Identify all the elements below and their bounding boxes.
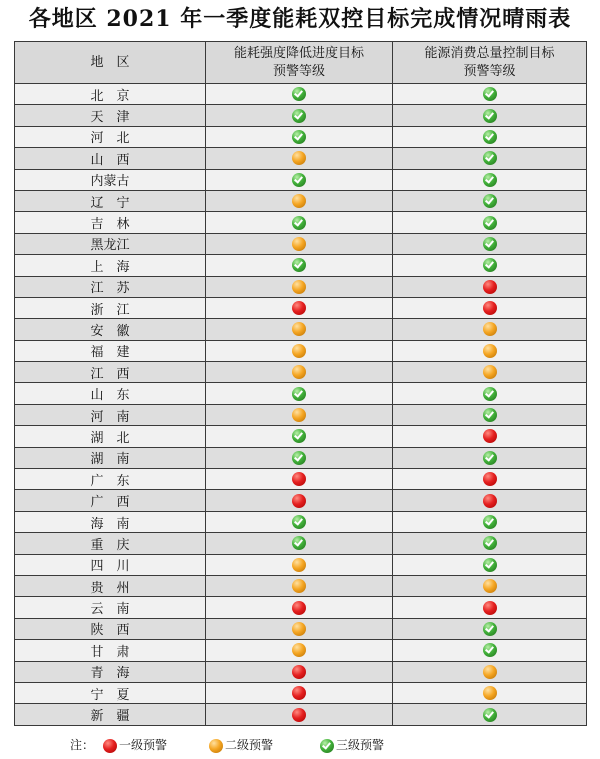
table-row <box>15 597 587 618</box>
green-check-icon <box>292 173 306 187</box>
table-row <box>15 575 587 596</box>
table-row <box>15 297 587 318</box>
region-cell: 山 西 <box>15 148 206 169</box>
region-cell: 福 建 <box>15 340 206 361</box>
orange-warning-icon <box>292 237 306 251</box>
total-level-cell <box>393 276 587 297</box>
intensity-level-cell <box>206 575 393 596</box>
green-check-icon <box>483 387 497 401</box>
red-warning-icon <box>292 665 306 679</box>
table-row <box>15 362 587 383</box>
total-level-cell <box>393 704 587 725</box>
region-cell: 广 西 <box>15 490 206 511</box>
intensity-header-line1: 能耗强度降低进度目标 <box>233 45 364 61</box>
orange-warning-icon <box>483 322 497 336</box>
total-level-cell <box>393 426 587 447</box>
orange-warning-icon <box>483 344 497 358</box>
region-header-label: 地 区 <box>90 54 130 70</box>
total-level-cell <box>393 169 587 190</box>
red-warning-icon <box>483 601 497 615</box>
green-check-icon <box>292 130 306 144</box>
table-row <box>15 212 587 233</box>
legend-green <box>320 736 384 754</box>
orange-warning-icon <box>292 194 306 208</box>
total-level-cell <box>393 618 587 639</box>
total-header-line1: 能源消费总量控制目标 <box>424 45 555 61</box>
red-warning-icon <box>292 494 306 508</box>
green-check-icon <box>292 387 306 401</box>
intensity-level-cell <box>206 276 393 297</box>
green-check-icon <box>483 515 497 529</box>
red-warning-icon <box>483 472 497 486</box>
region-cell: 贵 州 <box>15 575 206 596</box>
region-cell: 宁 夏 <box>15 682 206 703</box>
intensity-level-cell <box>206 319 393 340</box>
intensity-level-cell <box>206 490 393 511</box>
legend-orange <box>209 736 273 754</box>
region-cell: 重 庆 <box>15 533 206 554</box>
total-level-cell <box>393 319 587 340</box>
region-cell: 广 东 <box>15 469 206 490</box>
total-level-cell <box>393 383 587 404</box>
table-row <box>15 340 587 361</box>
intensity-level-cell <box>206 554 393 575</box>
red-warning-icon <box>292 601 306 615</box>
green-check-icon <box>483 173 497 187</box>
total-level-cell <box>393 575 587 596</box>
green-check-icon <box>292 515 306 529</box>
table-row <box>15 533 587 554</box>
intensity-level-cell <box>206 597 393 618</box>
intensity-level-cell <box>206 383 393 404</box>
intensity-level-cell <box>206 533 393 554</box>
table-row <box>15 447 587 468</box>
region-cell: 辽 宁 <box>15 190 206 211</box>
total-level-cell <box>393 511 587 532</box>
red-warning-icon <box>292 686 306 700</box>
region-cell: 湖 北 <box>15 426 206 447</box>
total-level-cell <box>393 597 587 618</box>
total-level-cell <box>393 490 587 511</box>
total-level-cell <box>393 682 587 703</box>
green-check-icon <box>483 216 497 230</box>
green-check-icon <box>320 739 334 753</box>
table-row <box>15 618 587 639</box>
total-level-cell <box>393 362 587 383</box>
green-check-icon <box>483 622 497 636</box>
region-cell: 浙 江 <box>15 297 206 318</box>
region-cell: 新 疆 <box>15 704 206 725</box>
table-row <box>15 190 587 211</box>
region-header <box>15 42 206 84</box>
table-row <box>15 661 587 682</box>
green-check-icon <box>483 536 497 550</box>
red-warning-icon <box>103 739 117 753</box>
intensity-level-cell <box>206 105 393 126</box>
table-row <box>15 383 587 404</box>
orange-warning-icon <box>483 365 497 379</box>
total-level-cell <box>393 233 587 254</box>
orange-warning-icon <box>292 322 306 336</box>
total-level-cell <box>393 533 587 554</box>
region-cell: 云 南 <box>15 597 206 618</box>
intensity-level-cell <box>206 212 393 233</box>
legend <box>0 735 600 755</box>
intensity-level-cell <box>206 618 393 639</box>
region-cell: 海 南 <box>15 511 206 532</box>
orange-warning-icon <box>292 558 306 572</box>
region-cell: 上 海 <box>15 255 206 276</box>
green-check-icon <box>483 130 497 144</box>
green-check-icon <box>483 237 497 251</box>
total-level-cell <box>393 640 587 661</box>
orange-warning-icon <box>292 151 306 165</box>
green-check-icon <box>483 109 497 123</box>
intensity-level-cell <box>206 126 393 147</box>
green-check-icon <box>483 643 497 657</box>
intensity-level-cell <box>206 169 393 190</box>
intensity-level-cell <box>206 704 393 725</box>
green-check-icon <box>483 194 497 208</box>
red-warning-icon <box>292 301 306 315</box>
intensity-level-cell <box>206 661 393 682</box>
total-level-cell <box>393 447 587 468</box>
intensity-level-cell <box>206 84 393 105</box>
table-row <box>15 682 587 703</box>
total-level-cell <box>393 404 587 425</box>
red-warning-icon <box>483 301 497 315</box>
warning-table <box>14 41 587 726</box>
green-check-icon <box>483 87 497 101</box>
red-warning-icon <box>483 494 497 508</box>
region-cell: 北 京 <box>15 84 206 105</box>
red-warning-icon <box>292 472 306 486</box>
region-cell: 江 西 <box>15 362 206 383</box>
total-level-cell <box>393 554 587 575</box>
table-row <box>15 640 587 661</box>
green-check-icon <box>483 558 497 572</box>
table-header-row <box>15 42 587 84</box>
green-check-icon <box>292 258 306 272</box>
legend-green-label: 三级预警 <box>336 738 385 752</box>
red-warning-icon <box>483 429 497 443</box>
intensity-level-cell <box>206 255 393 276</box>
table-row <box>15 704 587 725</box>
green-check-icon <box>483 151 497 165</box>
intensity-level-cell <box>206 469 393 490</box>
intensity-level-cell <box>206 233 393 254</box>
total-header <box>393 42 587 84</box>
page-title: 各地区 2021 年一季度能耗双控目标完成情况晴雨表 <box>28 6 572 32</box>
intensity-level-cell <box>206 190 393 211</box>
region-cell: 陕 西 <box>15 618 206 639</box>
table-row <box>15 404 587 425</box>
table-row <box>15 126 587 147</box>
intensity-level-cell <box>206 426 393 447</box>
table-row <box>15 319 587 340</box>
total-level-cell <box>393 340 587 361</box>
legend-red <box>103 736 167 754</box>
orange-warning-icon <box>483 686 497 700</box>
table-row <box>15 105 587 126</box>
total-level-cell <box>393 212 587 233</box>
region-cell: 天 津 <box>15 105 206 126</box>
orange-warning-icon <box>209 739 223 753</box>
table-row <box>15 148 587 169</box>
orange-warning-icon <box>483 665 497 679</box>
green-check-icon <box>483 258 497 272</box>
green-check-icon <box>292 87 306 101</box>
region-cell: 河 南 <box>15 404 206 425</box>
total-level-cell <box>393 84 587 105</box>
total-level-cell <box>393 148 587 169</box>
green-check-icon <box>292 109 306 123</box>
green-check-icon <box>292 536 306 550</box>
table-row <box>15 511 587 532</box>
region-cell: 山 东 <box>15 383 206 404</box>
total-level-cell <box>393 661 587 682</box>
table-body <box>15 84 587 726</box>
region-cell: 青 海 <box>15 661 206 682</box>
table-row <box>15 469 587 490</box>
legend-orange-label: 二级预警 <box>225 738 274 752</box>
table-row <box>15 490 587 511</box>
intensity-level-cell <box>206 404 393 425</box>
orange-warning-icon <box>483 579 497 593</box>
intensity-level-cell <box>206 640 393 661</box>
region-cell: 吉 林 <box>15 212 206 233</box>
orange-warning-icon <box>292 622 306 636</box>
green-check-icon <box>483 408 497 422</box>
region-cell: 四 川 <box>15 554 206 575</box>
orange-warning-icon <box>292 365 306 379</box>
table-row <box>15 233 587 254</box>
region-cell: 湖 南 <box>15 447 206 468</box>
region-cell: 甘 肃 <box>15 640 206 661</box>
orange-warning-icon <box>292 579 306 593</box>
table-row <box>15 276 587 297</box>
green-check-icon <box>483 451 497 465</box>
table-row <box>15 554 587 575</box>
legend-prefix: 注： <box>70 738 95 752</box>
total-level-cell <box>393 255 587 276</box>
intensity-level-cell <box>206 362 393 383</box>
region-cell: 黑龙江 <box>15 233 206 254</box>
red-warning-icon <box>483 280 497 294</box>
total-level-cell <box>393 105 587 126</box>
red-warning-icon <box>292 708 306 722</box>
total-level-cell <box>393 297 587 318</box>
green-check-icon <box>292 451 306 465</box>
region-cell: 安 徽 <box>15 319 206 340</box>
total-level-cell <box>393 126 587 147</box>
region-cell: 河 北 <box>15 126 206 147</box>
table-row <box>15 426 587 447</box>
table-row <box>15 84 587 105</box>
green-check-icon <box>292 216 306 230</box>
table-row <box>15 255 587 276</box>
intensity-header-line2: 预警等级 <box>272 63 325 79</box>
intensity-level-cell <box>206 340 393 361</box>
intensity-level-cell <box>206 297 393 318</box>
intensity-level-cell <box>206 511 393 532</box>
total-level-cell <box>393 190 587 211</box>
intensity-level-cell <box>206 447 393 468</box>
intensity-level-cell <box>206 148 393 169</box>
legend-red-label: 一级预警 <box>119 738 168 752</box>
table-row <box>15 169 587 190</box>
orange-warning-icon <box>292 408 306 422</box>
total-level-cell <box>393 469 587 490</box>
intensity-header <box>206 42 393 84</box>
region-cell: 内蒙古 <box>15 169 206 190</box>
green-check-icon <box>483 708 497 722</box>
orange-warning-icon <box>292 643 306 657</box>
intensity-level-cell <box>206 682 393 703</box>
total-header-line2: 预警等级 <box>463 63 516 79</box>
green-check-icon <box>292 429 306 443</box>
region-cell: 江 苏 <box>15 276 206 297</box>
orange-warning-icon <box>292 344 306 358</box>
orange-warning-icon <box>292 280 306 294</box>
